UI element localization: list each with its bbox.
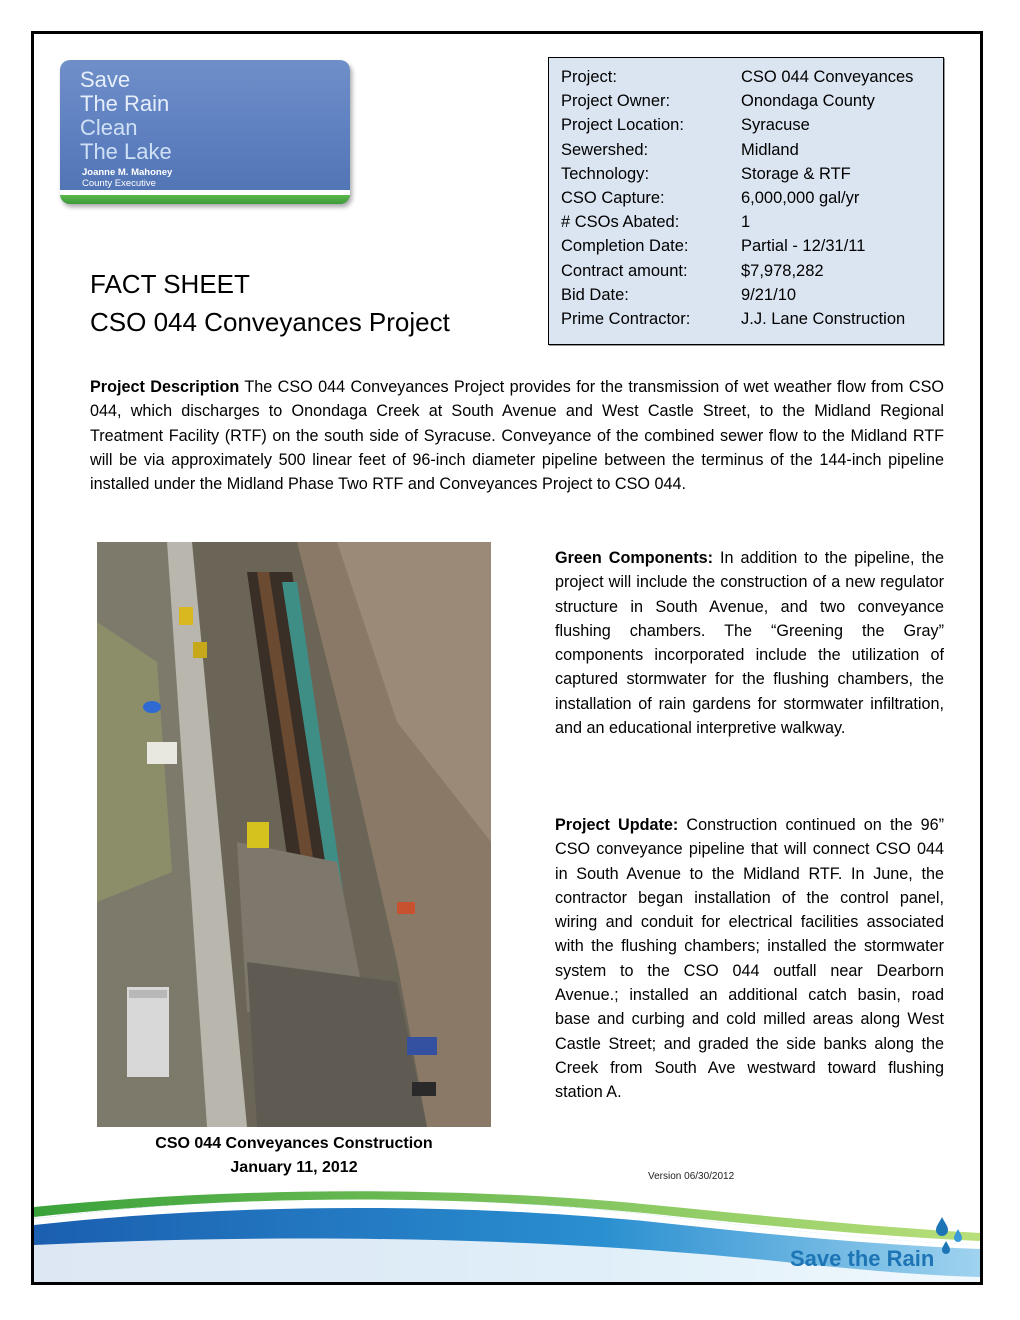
logo-stripe: [60, 190, 350, 204]
info-label: Technology:: [561, 164, 650, 183]
logo-exec-name: Joanne M. Mahoney: [82, 167, 173, 178]
project-description: [90, 375, 944, 496]
info-label: Bid Date:: [561, 285, 629, 304]
photo-caption: CSO 044 Conveyances Construction: [155, 1135, 433, 1152]
info-value: Syracuse: [741, 116, 810, 135]
green-text: In addition to the pipeline, the project will include the construction of a new regulator structure in South Avenue, and two conveyance flushing chambers. The “Greening the Gray” components incorporated include the utilization of captured stormwater for the flushing chambers, the installation of rain gardens for stormwater infiltration, and an educational interpretive walkway.: [555, 549, 944, 738]
info-value: $7,978,282: [741, 261, 824, 280]
update-text: Construction continued on the 96” CSO conveyance pipeline that will connect CSO 044 in South Avenue to the Midland RTF. In June, the contractor began installation of the control panel, wiring and conduit for electrical facilities associated with the flushing chambers; installed the stormwater system to the CSO 044 outfall near Dearborn Avenue.; installed an additional catch basin, road base and curbing and cold milled areas along West Castle Street; and graded the side banks along the Creek from South Ave westward toward flushing station A.: [555, 816, 944, 1102]
info-label: Project Owner:: [561, 92, 671, 111]
description-heading: Project Description: [90, 378, 240, 396]
construction-photo: [97, 542, 491, 1127]
project-update: [555, 813, 944, 1105]
info-value: J.J. Lane Construction: [741, 310, 906, 328]
footer-save-the-rain-logo: Save the Rain: [790, 1246, 935, 1271]
version-label: Version 06/30/2012: [648, 1171, 735, 1182]
info-value: Onondaga County: [741, 92, 875, 111]
logo-line-1: Save: [80, 67, 131, 92]
raindrops-icon: [932, 1215, 968, 1257]
info-value: Partial - 12/31/11: [741, 237, 866, 256]
info-value: 9/21/10: [741, 285, 797, 304]
green-components: [555, 546, 944, 740]
info-value: 6,000,000 gal/yr: [741, 189, 860, 207]
info-label: Prime Contractor:: [561, 310, 691, 328]
description-text: The CSO 044 Conveyances Project provides for the transmission of wet weather flow from CSO 044, which discharges to Onondaga Creek at South Avenue and West Castle Street, to the Midland Regional Treatment Facility (RTF) on the south side of Syracuse. Conveyance of the combined sewer flow to the Midland RTF will be via approximately 500 linear feet of 96-inch diameter pipeline between the terminus of the 144-inch pipeline installed under the Midland Phase Two RTF and Conveyances Project to CSO 044.: [90, 378, 944, 494]
info-label: CSO Capture:: [561, 189, 665, 207]
logo-line-2: The Rain: [80, 91, 170, 116]
project-info-box: [548, 57, 944, 345]
update-heading: Project Update:: [555, 816, 679, 834]
logo-exec-title: County Executive: [82, 178, 156, 189]
photo-date: January 11, 2012: [230, 1159, 358, 1176]
info-label: Sewershed:: [561, 140, 649, 159]
aerial-photo-illustration: [97, 542, 491, 1127]
info-label: Completion Date:: [561, 237, 689, 256]
info-label: Contract amount:: [561, 261, 688, 280]
info-value: 1: [741, 213, 751, 232]
info-value: Midland: [741, 140, 799, 159]
info-label: Project:: [561, 68, 617, 86]
logo-line-3: Clean: [80, 115, 138, 140]
info-value: Storage & RTF: [741, 164, 851, 183]
project-title: CSO 044 Conveyances Project: [90, 307, 450, 337]
green-heading: Green Components:: [555, 549, 714, 567]
fact-sheet-title: FACT SHEET: [90, 269, 250, 299]
info-label: Project Location:: [561, 116, 684, 135]
info-value: CSO 044 Conveyances: [741, 68, 914, 86]
save-the-rain-logo: [60, 60, 350, 204]
logo-line-4: The Lake: [80, 139, 172, 164]
info-label: # CSOs Abated:: [561, 213, 680, 232]
